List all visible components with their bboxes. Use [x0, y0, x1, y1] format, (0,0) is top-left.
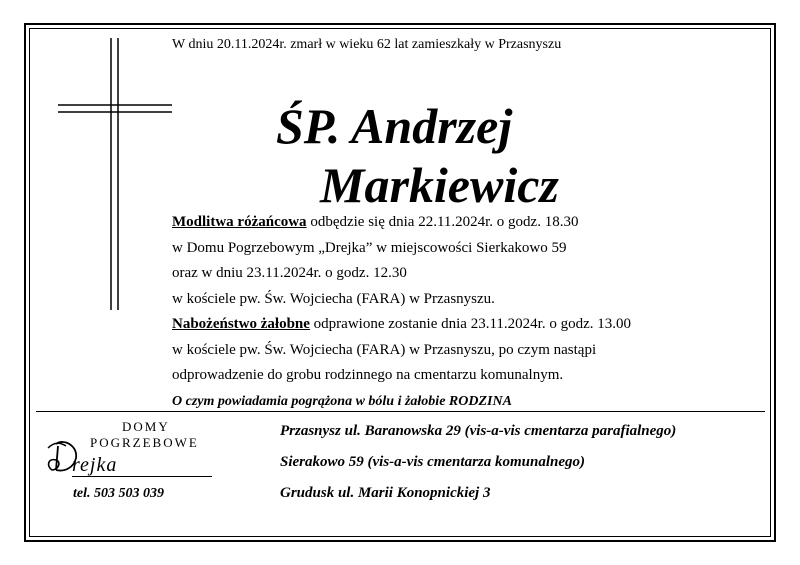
- logo-domy: DOMY: [122, 419, 170, 434]
- funeral-line: [172, 312, 762, 338]
- logo-pogrzebowe: POGRZEBOWE: [90, 435, 199, 450]
- funeral-home-logo: [40, 416, 220, 488]
- address-grudusk: Grudusk ul. Marii Konopnickiej 3: [280, 485, 491, 501]
- logo-underline: [72, 476, 212, 477]
- funeral-location: w kościele pw. Św. Wojciecha (FARA) w Przasnyszu, po czym nastąpi: [172, 341, 597, 358]
- deceased-name-line1: ŚP. Andrzej: [276, 98, 513, 154]
- death-notice-line: W dniu 20.11.2024r. zmarł w wieku 62 lat zamieszkały w Przasnyszu: [172, 37, 562, 52]
- logo-drejka: rejka: [72, 454, 118, 476]
- funeral-heading: Nabożeństwo żałobne: [172, 316, 310, 332]
- address-przasnysz: Przasnysz ul. Baranowska 29 (vis-a-vis cmentarza parafialnego): [280, 423, 677, 439]
- funeral-burial: odprowadzenie do grobu rodzinnego na cmentarzu komunalnym.: [172, 367, 564, 383]
- address-sierakowo: Sierakowo 59 (vis-a-vis cmentarza komunalnego): [280, 454, 586, 470]
- phone-number: tel. 503 503 039: [73, 486, 164, 501]
- rosary-second-location: w kościele pw. Św. Wojciecha (FARA) w Przasnyszu.: [172, 290, 495, 307]
- ceremony-details: [172, 210, 762, 389]
- deceased-name-line2: Markiewicz: [320, 157, 559, 213]
- rosary-location: w Domu Pogrzebowym „Drejka” w miejscowości Sierkakowo 59: [172, 239, 567, 256]
- rosary-line: [172, 210, 762, 236]
- cross-icon: [58, 38, 178, 313]
- divider: [36, 411, 765, 412]
- funeral-date: odprawione zostanie dnia 23.11.2024r. o godz. 13.00: [309, 316, 631, 332]
- family-announcement: O czym powiadamia pogrążona w bólu i żałobie RODZINA: [172, 394, 512, 409]
- rosary-second-date: oraz w dniu 23.11.2024r. o godz. 12.30: [172, 265, 407, 281]
- rosary-date: odbędzie się dnia 22.11.2024r. o godz. 18.30: [306, 214, 579, 230]
- rosary-heading: Modlitwa różańcowa: [172, 214, 307, 230]
